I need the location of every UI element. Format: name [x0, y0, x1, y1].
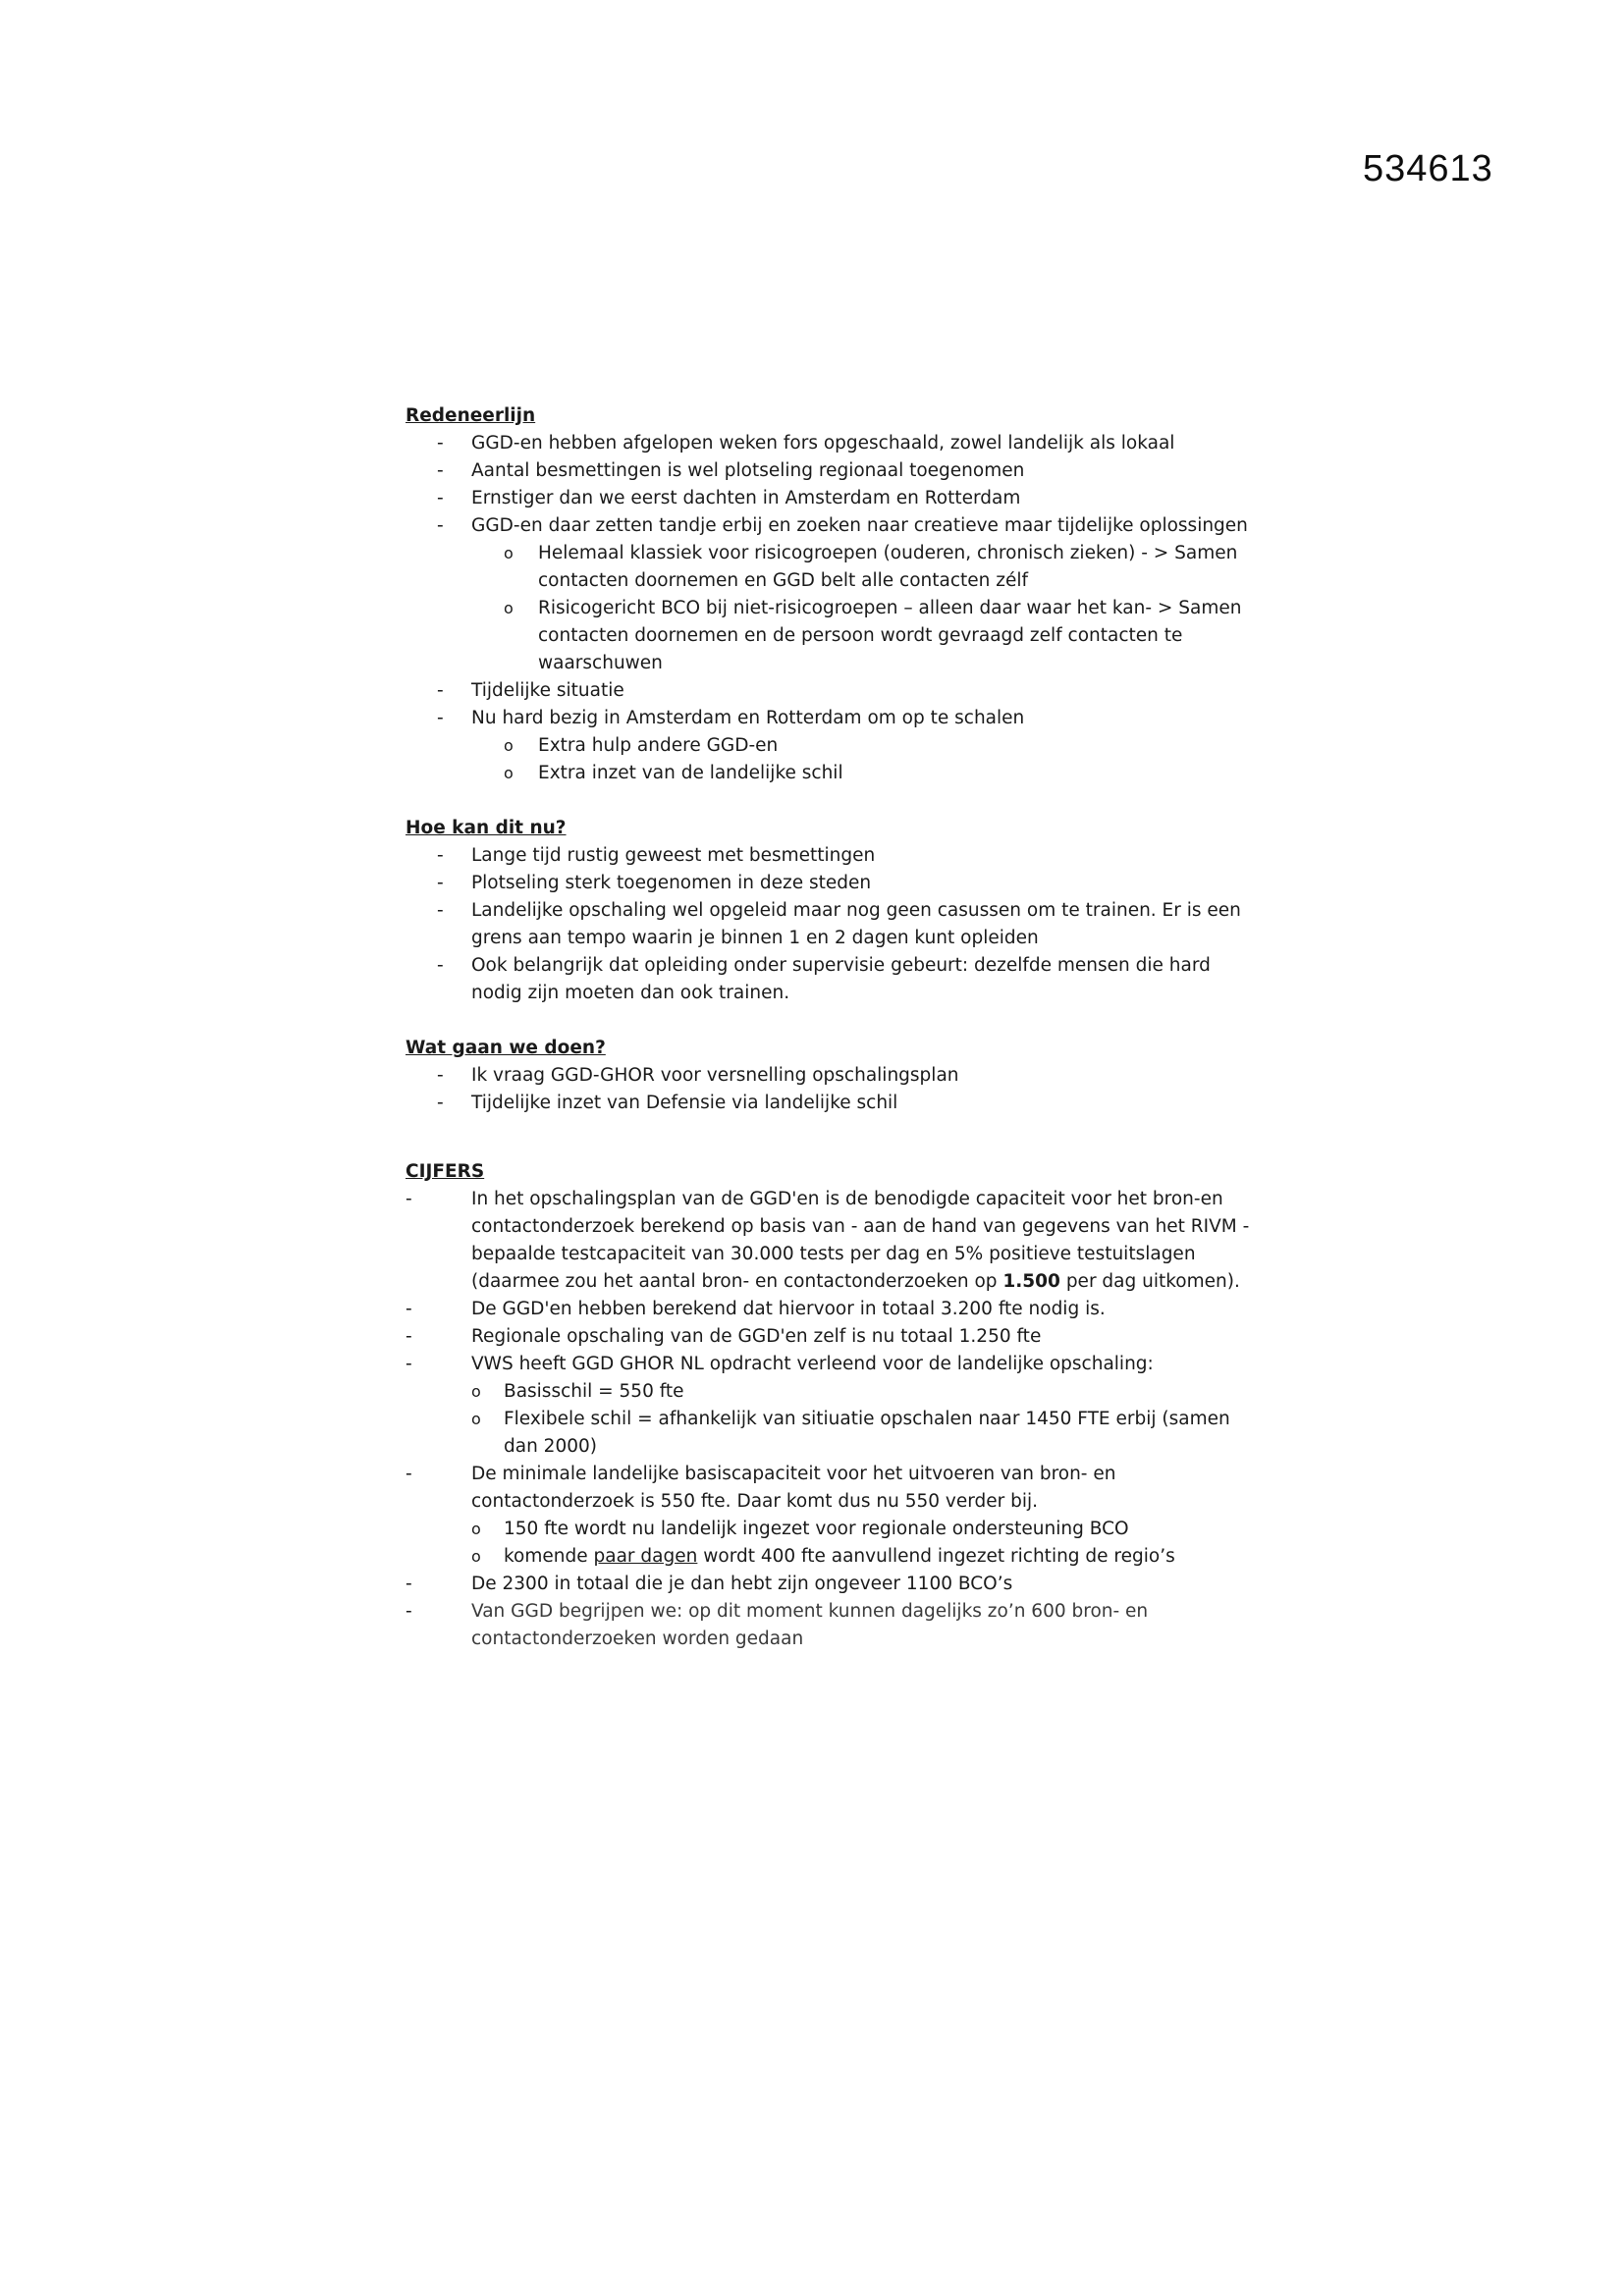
dash-bullet: - — [437, 873, 444, 893]
list-item-text — [471, 1186, 1250, 1296]
dash-bullet: - — [437, 900, 444, 921]
list-item — [406, 842, 1250, 870]
memo-body — [406, 402, 1250, 1653]
dash-bullet: - — [437, 845, 444, 866]
circle-bullet: o — [471, 1410, 481, 1428]
list-item — [406, 1461, 1250, 1516]
sub-list-item-text: Helemaal klassiek voor risicogroepen (ouderen, chronisch zieken) - > Samen contacten doornemen en GGD belt alle contacten zélf — [538, 543, 1238, 591]
list-item-text: Ik vraag GGD-GHOR voor versnelling opschalingsplan — [471, 1065, 959, 1086]
list-item — [406, 870, 1250, 897]
list-item-text: GGD-en daar zetten tandje erbij en zoeken naar creatieve maar tijdelijke oplossingen — [471, 515, 1248, 536]
underlined-phrase: paar dagen — [593, 1546, 698, 1567]
sub-list-item — [406, 1378, 1250, 1406]
heading-wat-gaan-we-doen: Wat gaan we doen? — [406, 1038, 606, 1058]
list-item — [406, 1598, 1250, 1653]
list-item-text: Nu hard bezig in Amsterdam en Rotterdam om op te schalen — [471, 708, 1025, 728]
section-spacer — [406, 1117, 1250, 1158]
circle-bullet: o — [504, 764, 514, 782]
text-segment: In het opschalingsplan van de GGD'en is de benodigde capaciteit voor het bron-en contactonderzoek berekend op basis van - aan de hand van gegevens van het RIVM - bepaalde testcapaciteit van 30.000 tests per dag en 5% positieve testuitslagen (daarmee zou het aantal bron- en contactonderzoeken op — [471, 1189, 1250, 1292]
list-item — [406, 1571, 1250, 1598]
circle-bullet: o — [504, 544, 514, 562]
sub-list-item — [406, 595, 1250, 677]
list-item-text: Regionale opschaling van de GGD'en zelf is nu totaal 1.250 fte — [471, 1326, 1042, 1347]
document-number: 534613 — [1363, 148, 1493, 189]
list-cijfers — [406, 1186, 1250, 1653]
bold-figure: 1.500 — [1002, 1271, 1060, 1292]
list-hoe-kan-dit-nu — [406, 842, 1250, 1007]
dash-bullet: - — [437, 708, 444, 728]
sub-list-item-text: 150 fte wordt nu landelijk ingezet voor regionale ondersteuning BCO — [504, 1519, 1129, 1539]
dash-bullet: - — [406, 1574, 412, 1594]
list-item — [406, 485, 1250, 512]
dash-bullet: - — [437, 433, 444, 454]
sub-list-item — [406, 1543, 1250, 1571]
sub-list-item-text: Extra hulp andere GGD-en — [538, 735, 779, 756]
dash-bullet: - — [437, 1065, 444, 1086]
list-item — [406, 1323, 1250, 1351]
list-item — [406, 1186, 1250, 1296]
dash-bullet: - — [406, 1464, 412, 1484]
list-item-text: Van GGD begrijpen we: op dit moment kunnen dagelijks zo’n 600 bron- en contactonderzoeken worden gedaan — [471, 1601, 1149, 1649]
list-item-text: VWS heeft GGD GHOR NL opdracht verleend voor de landelijke opschaling: — [471, 1354, 1154, 1374]
sub-list-item — [406, 1516, 1250, 1543]
sub-list-item-text: Flexibele schil = afhankelijk van sitiuatie opschalen naar 1450 FTE erbij (samen dan 2000) — [504, 1409, 1230, 1457]
sub-list-item-text — [504, 1543, 1250, 1571]
sub-list-item-text: Extra inzet van de landelijke schil — [538, 763, 843, 783]
dash-bullet: - — [437, 460, 444, 481]
circle-bullet: o — [471, 1547, 481, 1566]
list-item-text: De GGD'en hebben berekend dat hiervoor in totaal 3.200 fte nodig is. — [471, 1299, 1106, 1319]
list-item — [406, 430, 1250, 457]
sub-list-item-text: Risicogericht BCO bij niet-risicogroepen – alleen daar waar het kan- > Samen contacten doornemen en de persoon wordt gevraagd zelf contacten te waarschuwen — [538, 598, 1242, 673]
list-item-text: Ook belangrijk dat opleiding onder supervisie gebeurt: dezelfde mensen die hard nodig zijn moeten dan ook trainen. — [471, 955, 1211, 1003]
dash-bullet: - — [437, 488, 444, 508]
list-item — [406, 1351, 1250, 1378]
sub-list-item-text: Basisschil = 550 fte — [504, 1381, 684, 1402]
text-segment: wordt 400 fte aanvullend ingezet richting de regio’s — [697, 1546, 1175, 1567]
list-item-text: GGD-en hebben afgelopen weken fors opgeschaald, zowel landelijk als lokaal — [471, 433, 1175, 454]
dash-bullet: - — [406, 1189, 412, 1209]
list-item-text: Ernstiger dan we eerst dachten in Amsterdam en Rotterdam — [471, 488, 1021, 508]
list-item-text: Tijdelijke inzet van Defensie via landelijke schil — [471, 1093, 898, 1113]
dash-bullet: - — [406, 1326, 412, 1347]
section-spacer — [406, 787, 1250, 815]
list-item-text: Plotseling sterk toegenomen in deze steden — [471, 873, 872, 893]
list-item — [406, 1090, 1250, 1117]
list-item — [406, 952, 1250, 1007]
list-item-text: De minimale landelijke basiscapaciteit voor het uitvoeren van bron- en contactonderzoek is 550 fte. Daar komt dus nu 550 verder bij. — [471, 1464, 1116, 1512]
circle-bullet: o — [471, 1382, 481, 1401]
dash-bullet: - — [437, 680, 444, 701]
list-item-text: Tijdelijke situatie — [471, 680, 624, 701]
sub-list-item — [406, 1406, 1250, 1461]
circle-bullet: o — [504, 736, 514, 755]
list-item — [406, 1062, 1250, 1090]
dash-bullet: - — [437, 955, 444, 976]
heading-redeneerlijn: Redeneerlijn — [406, 405, 536, 426]
dash-bullet: - — [406, 1354, 412, 1374]
list-item-text: Aantal besmettingen is wel plotseling regionaal toegenomen — [471, 460, 1025, 481]
list-item — [406, 1296, 1250, 1323]
text-segment: per dag uitkomen). — [1059, 1271, 1240, 1292]
dash-bullet: - — [406, 1601, 412, 1622]
sub-list-item — [406, 732, 1250, 760]
list-item — [406, 677, 1250, 705]
text-segment: komende — [504, 1546, 594, 1567]
sub-list-item — [406, 760, 1250, 787]
list-item — [406, 457, 1250, 485]
dash-bullet: - — [437, 1093, 444, 1113]
sub-list-item — [406, 540, 1250, 595]
dash-bullet: - — [437, 515, 444, 536]
dash-bullet: - — [406, 1299, 412, 1319]
list-item-text: Lange tijd rustig geweest met besmettingen — [471, 845, 876, 866]
circle-bullet: o — [471, 1520, 481, 1538]
list-item — [406, 512, 1250, 540]
heading-hoe-kan-dit-nu: Hoe kan dit nu? — [406, 818, 567, 838]
list-item — [406, 897, 1250, 952]
list-item — [406, 705, 1250, 732]
list-redeneerlijn — [406, 430, 1250, 787]
list-wat-gaan-we-doen — [406, 1062, 1250, 1117]
circle-bullet: o — [504, 599, 514, 617]
heading-cijfers: CIJFERS — [406, 1161, 485, 1182]
section-spacer — [406, 1007, 1250, 1035]
list-item-text: Landelijke opschaling wel opgeleid maar nog geen casussen om te trainen. Er is een grens aan tempo waarin je binnen 1 en 2 dagen kunt opleiden — [471, 900, 1241, 948]
list-item-text: De 2300 in totaal die je dan hebt zijn ongeveer 1100 BCO’s — [471, 1574, 1013, 1594]
